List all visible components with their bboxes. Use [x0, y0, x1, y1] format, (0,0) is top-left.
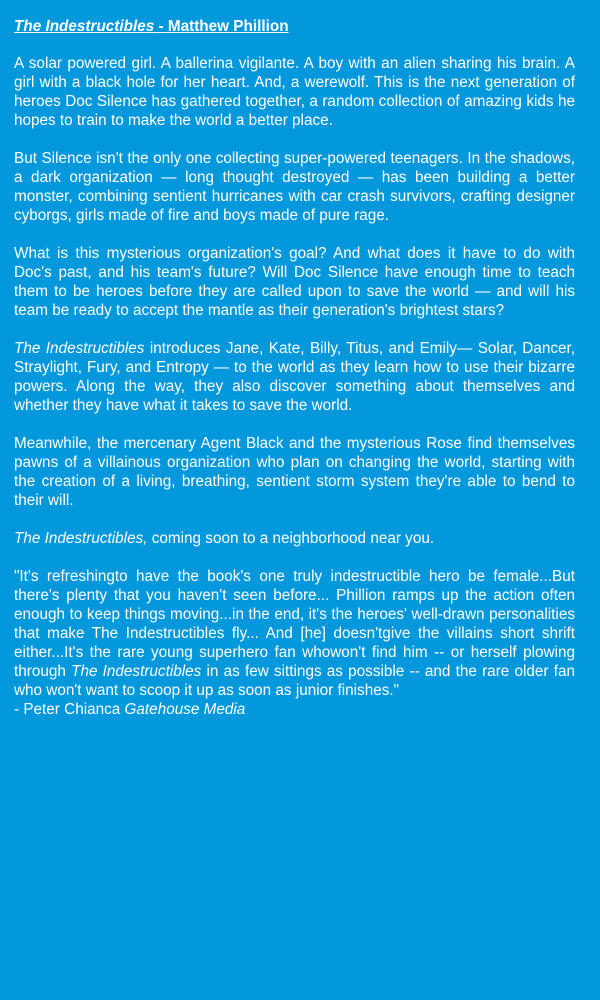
synopsis-paragraph-4	[14, 339, 575, 415]
paragraph-text: introduces Jane, Kate, Billy, Titus, and Emily— Solar, Dancer, Straylight, Fury, and Entropy — to the world as they learn how to use their bizarre powers. Along the way, they also discover something about themselves and whether they have what it takes to save the world.	[14, 340, 575, 414]
synopsis-paragraph-6	[14, 529, 575, 548]
title-separator: -	[154, 18, 168, 35]
page-title	[14, 17, 575, 36]
book-title-inline: The Indestructibles,	[14, 530, 148, 547]
publication-name: Gatehouse Media	[124, 701, 246, 718]
review-quote	[14, 567, 575, 700]
reviewer-name: - Peter Chianca	[14, 701, 125, 718]
synopsis-paragraph-2: But Silence isn't the only one collecting super-powered teenagers. In the shadows, a dark organization — long thought destroyed — has been building a better monster, combining sentient hurricanes with car crash survivors, crafting designer cyborgs, girls made of fire and boys made of pure rage.	[14, 150, 575, 224]
paragraph-text: coming soon to a neighborhood near you.	[147, 530, 435, 547]
synopsis-paragraph-3: What is this mysterious organization's goal? And what does it have to do with Doc's past, and his team's future? Will Doc Silence have enough time to teach them to be heroes before they are called upon to save the world — and will his team be ready to accept the mantle as their generation's brightest stars?	[14, 245, 575, 319]
quote-text-part-1: "It's refreshingto have the book's one truly indestructible hero be female...But there's plenty that you haven't seen before... Phillion ramps up the action often enough to keep things moving...in the end, it's the heroes' well-drawn personalities that make The Indestructibles fly... And [he] doesn'tgive the villains short shrift either...It's the rare young superhero fan whowon't find him -- or herself plowing through	[14, 568, 575, 680]
synopsis-paragraph-1: A solar powered girl. A ballerina vigilante. A boy with an alien sharing his brain. A girl with a black hole for her heart. And, a werewolf. This is the next generation of heroes Doc Silence has gathered together, a random collection of amazing kids he hopes to train to make the world a better place.	[14, 55, 575, 129]
book-title-inline: The Indestructibles	[71, 663, 202, 680]
quote-text-part-2: in as few sittings as possible -- and the rare older fan who won't want to scoop it up as soon as junior finishes."	[14, 663, 575, 699]
review-attribution	[14, 700, 575, 719]
author-name: Matthew Phillion	[167, 18, 289, 35]
book-title: The Indestructibles	[14, 18, 155, 35]
book-title-inline: The Indestructibles	[14, 340, 145, 357]
synopsis-paragraph-5: Meanwhile, the mercenary Agent Black and the mysterious Rose find themselves pawns of a villainous organization who plan on changing the world, starting with the creation of a living, breathing, sentient storm system they're able to bend to their will.	[14, 435, 575, 509]
